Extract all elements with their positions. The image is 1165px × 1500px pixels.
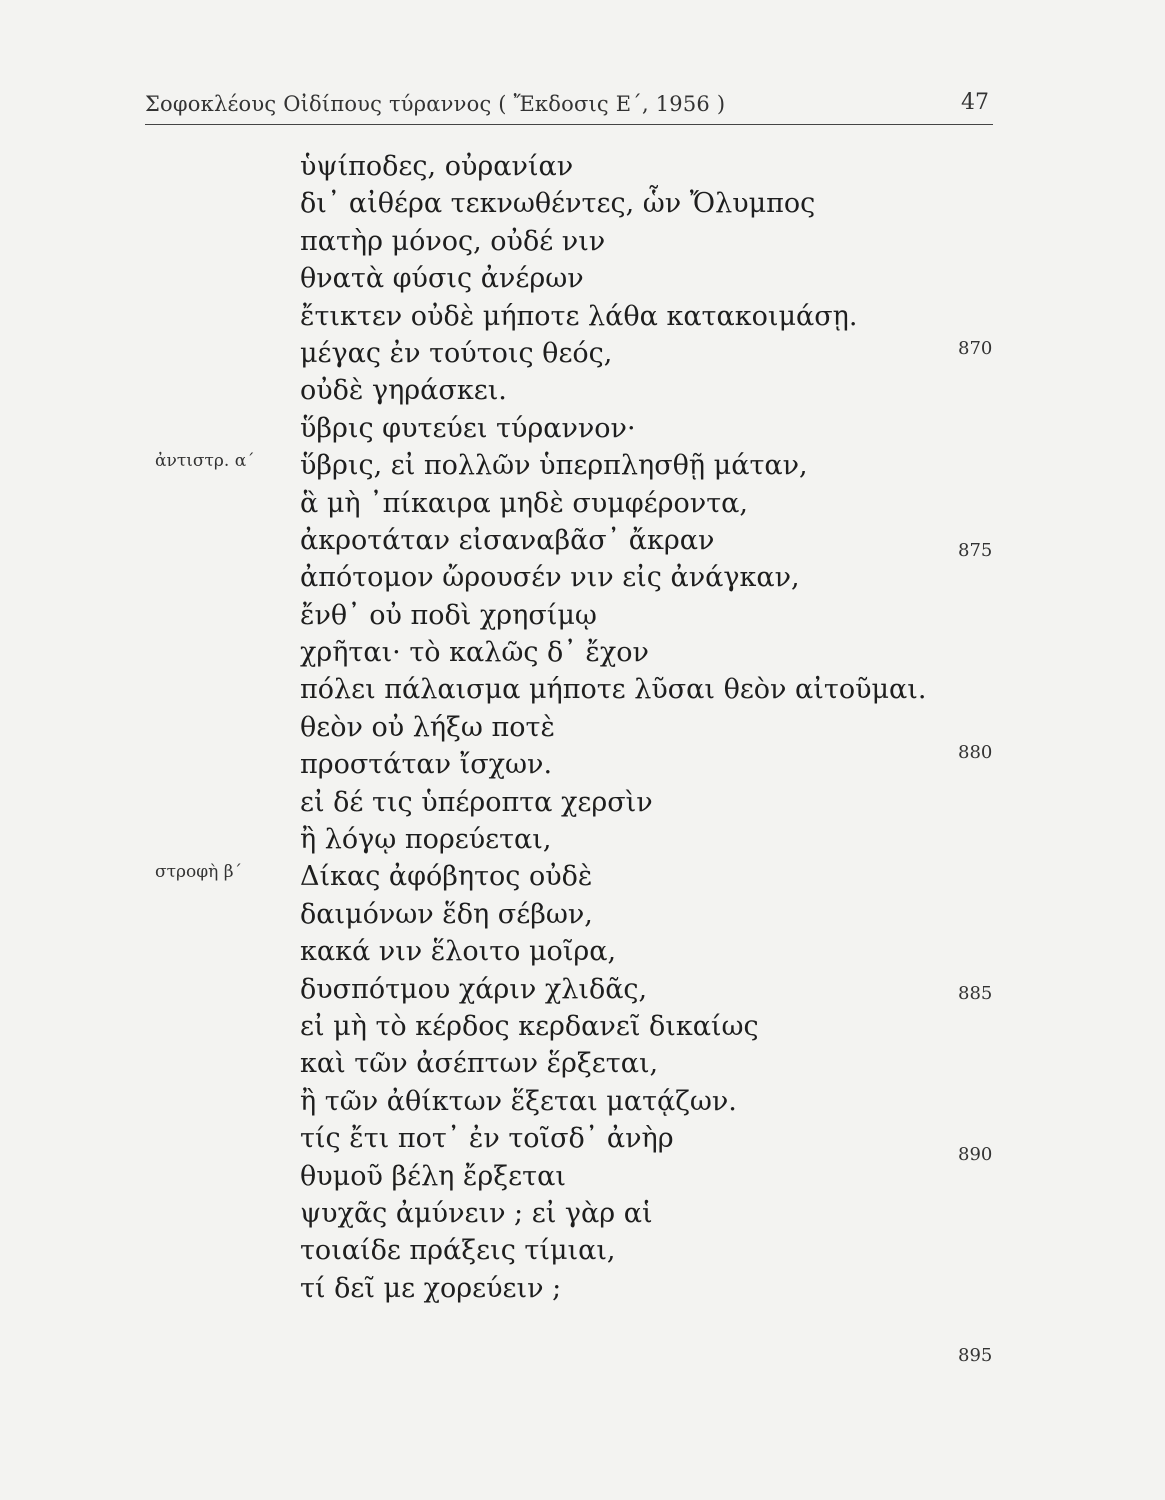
verse-line: δυσπότμου χάριν χλιδᾶς, — [300, 973, 648, 1005]
verse-line: οὐδὲ γηράσκει. — [300, 375, 507, 407]
verse-line: κακά νιν ἕλοιτο μοῖρα, — [300, 936, 617, 968]
running-header — [145, 90, 993, 125]
verse-line: εἰ μὴ τὸ κέρδος κερδανεῖ δικαίως — [300, 1010, 759, 1042]
verse-line: προστάταν ἴσχων. — [300, 749, 553, 781]
verse-line: θυμοῦ βέλη ἔρξεται — [300, 1160, 566, 1192]
verse-line: μέγας ἐν τούτοις θεός, — [300, 337, 613, 369]
verse-line: ἔτικτεν οὐδὲ μήποτε λάθα κατακοιμάσῃ. — [300, 300, 858, 332]
verse-line: ἔνθ᾽ οὐ ποδὶ χρησίμῳ — [300, 599, 597, 631]
section-label-strophe: στροφὴ β΄ — [155, 862, 243, 882]
line-number: 870 — [958, 338, 993, 359]
verse-line: ὕβρις, εἰ πολλῶν ὑπερπλησθῇ μάταν, — [300, 450, 808, 482]
verse-line: τίς ἔτι ποτ᾽ ἐν τοῖσδ᾽ ἀνὴρ — [300, 1123, 674, 1155]
verse-line: ὕβρις φυτεύει τύραννον· — [300, 412, 636, 444]
page-number: 47 — [961, 90, 989, 115]
verse-line: θεὸν οὐ λήξω ποτὲ — [300, 711, 555, 743]
verse-line: εἰ δέ τις ὑπέροπτα χερσὶν — [300, 786, 653, 818]
line-number: 885 — [958, 983, 993, 1004]
verse-line: ἢ λόγῳ πορεύεται, — [300, 824, 552, 856]
verse-text — [300, 148, 926, 1307]
line-number: 880 — [958, 742, 993, 763]
verse-line: πατὴρ μόνος, οὐδέ νιν — [300, 225, 606, 257]
running-title: Σοφοκλέους Οἰδίπους τύραννος ( Ἔκδοσις Ε΄, 1956 ) — [145, 92, 726, 116]
line-number: 875 — [958, 540, 993, 561]
verse-line: ἢ τῶν ἀθίκτων ἕξεται ματᾴζων. — [300, 1085, 737, 1117]
verse-line: δαιμόνων ἕδη σέβων, — [300, 898, 593, 930]
verse-line: τοιαίδε πράξεις τίμιαι, — [300, 1235, 616, 1267]
verse-line: χρῆται· τὸ καλῶς δ᾽ ἔχον — [300, 637, 649, 669]
verse-line: πόλει πάλαισμα μήποτε λῦσαι θεὸν αἰτοῦμαι. — [300, 674, 927, 706]
verse-line: δι᾽ αἰθέρα τεκνωθέντες, ὧν Ὄλυμπος — [300, 188, 816, 220]
section-label-antistrophe: ἀντιστρ. α΄ — [155, 451, 255, 471]
verse-line: ἀπότομον ὤρουσέν νιν εἰς ἀνάγκαν, — [300, 562, 800, 594]
verse-line: ἀκροτάταν εἰσαναβᾶσ᾽ ἄκραν — [300, 524, 715, 556]
line-number: 890 — [958, 1144, 993, 1165]
verse-line: θνατὰ φύσις ἀνέρων — [300, 263, 584, 295]
verse-line: ψυχᾶς ἀμύνειν ; εἰ γὰρ αἱ — [300, 1197, 653, 1229]
verse-line: Δίκας ἀφόβητος οὐδὲ — [300, 861, 593, 893]
verse-line: τί δεῖ με χορεύειν ; — [300, 1272, 562, 1304]
verse-line: ὑψίποδες, οὐρανίαν — [300, 151, 574, 182]
line-number: 895 — [958, 1345, 993, 1366]
verse-line: καὶ τῶν ἀσέπτων ἕρξεται, — [300, 1048, 659, 1080]
verse-line: ἃ μὴ ᾽πίκαιρα μηδὲ συμφέροντα, — [300, 487, 748, 519]
